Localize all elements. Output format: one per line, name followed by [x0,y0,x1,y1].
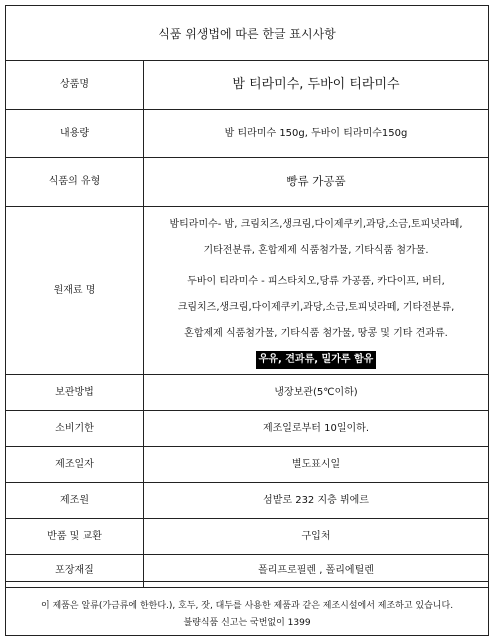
label-food-type: 식품의 유형 [6,158,144,207]
sheet-title: 식품 위생법에 따른 한글 표시사항 [6,6,488,61]
row-expiry [6,411,488,447]
row-manufacture-date [6,447,488,483]
cross-contamination-notice: 이 제품은 알류(가금류에 한한다.), 호두, 잣, 대두를 사용한 제품과 같은 제조시설에서 제조하고 있습니다. [40,601,454,611]
footer-notice [6,581,488,636]
label-sheet [5,5,489,636]
allergen-notice: 우유, 견과류, 밀가루 함유 [256,351,377,369]
label-product-name: 상품명 [6,61,144,110]
value-storage: 냉장보관(5℃이하) [144,375,489,411]
value-food-type: 빵류 가공품 [144,158,489,207]
value-ingredients [144,207,489,375]
report-hotline: 불량식품 신고는 국번없이 1399 [183,618,311,628]
row-product-name [6,61,488,110]
ingredients-line: 혼합제제 식품첨가물, 기타식품 첨가물, 땅콩 및 기타 견과류. [184,328,448,339]
label-content: 내용량 [6,110,144,158]
value-manufacturer: 섬밭로 232 지층 뷔에르 [144,483,489,519]
row-food-type [6,158,488,207]
label-ingredients: 원재료 명 [6,207,144,375]
label-manufacture-date: 제조일자 [6,447,144,483]
row-ingredients [6,207,488,375]
value-product-name: 밤 티라미수, 두바이 티라미수 [144,61,489,110]
value-packaging: 폴리프로필렌 , 폴리에틸렌 [144,555,489,588]
label-packaging: 포장재질 [6,555,144,588]
ingredients-line: 크림치즈,생크림,다이제쿠키,과당,소금,토피넛라떼, 기타전분류, [177,302,455,313]
value-manufacture-date: 별도표시일 [144,447,489,483]
info-table [6,60,488,588]
row-manufacturer [6,483,488,519]
label-storage: 보관방법 [6,375,144,411]
value-expiry: 제조일로부터 10일이하. [144,411,489,447]
row-returns [6,519,488,555]
label-returns: 반품 및 교환 [6,519,144,555]
label-expiry: 소비기한 [6,411,144,447]
ingredients-line: 밤티라미수- 밤, 크림치즈,생크림,다이제쿠키,과당,소금,토피넛라떼, [169,219,463,230]
row-content [6,110,488,158]
ingredients-line: 두바이 티라미수 - 피스타치오,당류 가공품, 카다이프, 버터, [187,276,445,287]
row-storage [6,375,488,411]
value-content: 밤 티라미수 150g, 두바이 티라미수150g [144,110,489,158]
ingredients-line: 기타전분류, 혼합제제 식품첨가물, 기타식품 첨가물. [203,245,429,256]
label-manufacturer: 제조원 [6,483,144,519]
value-returns: 구입처 [144,519,489,555]
